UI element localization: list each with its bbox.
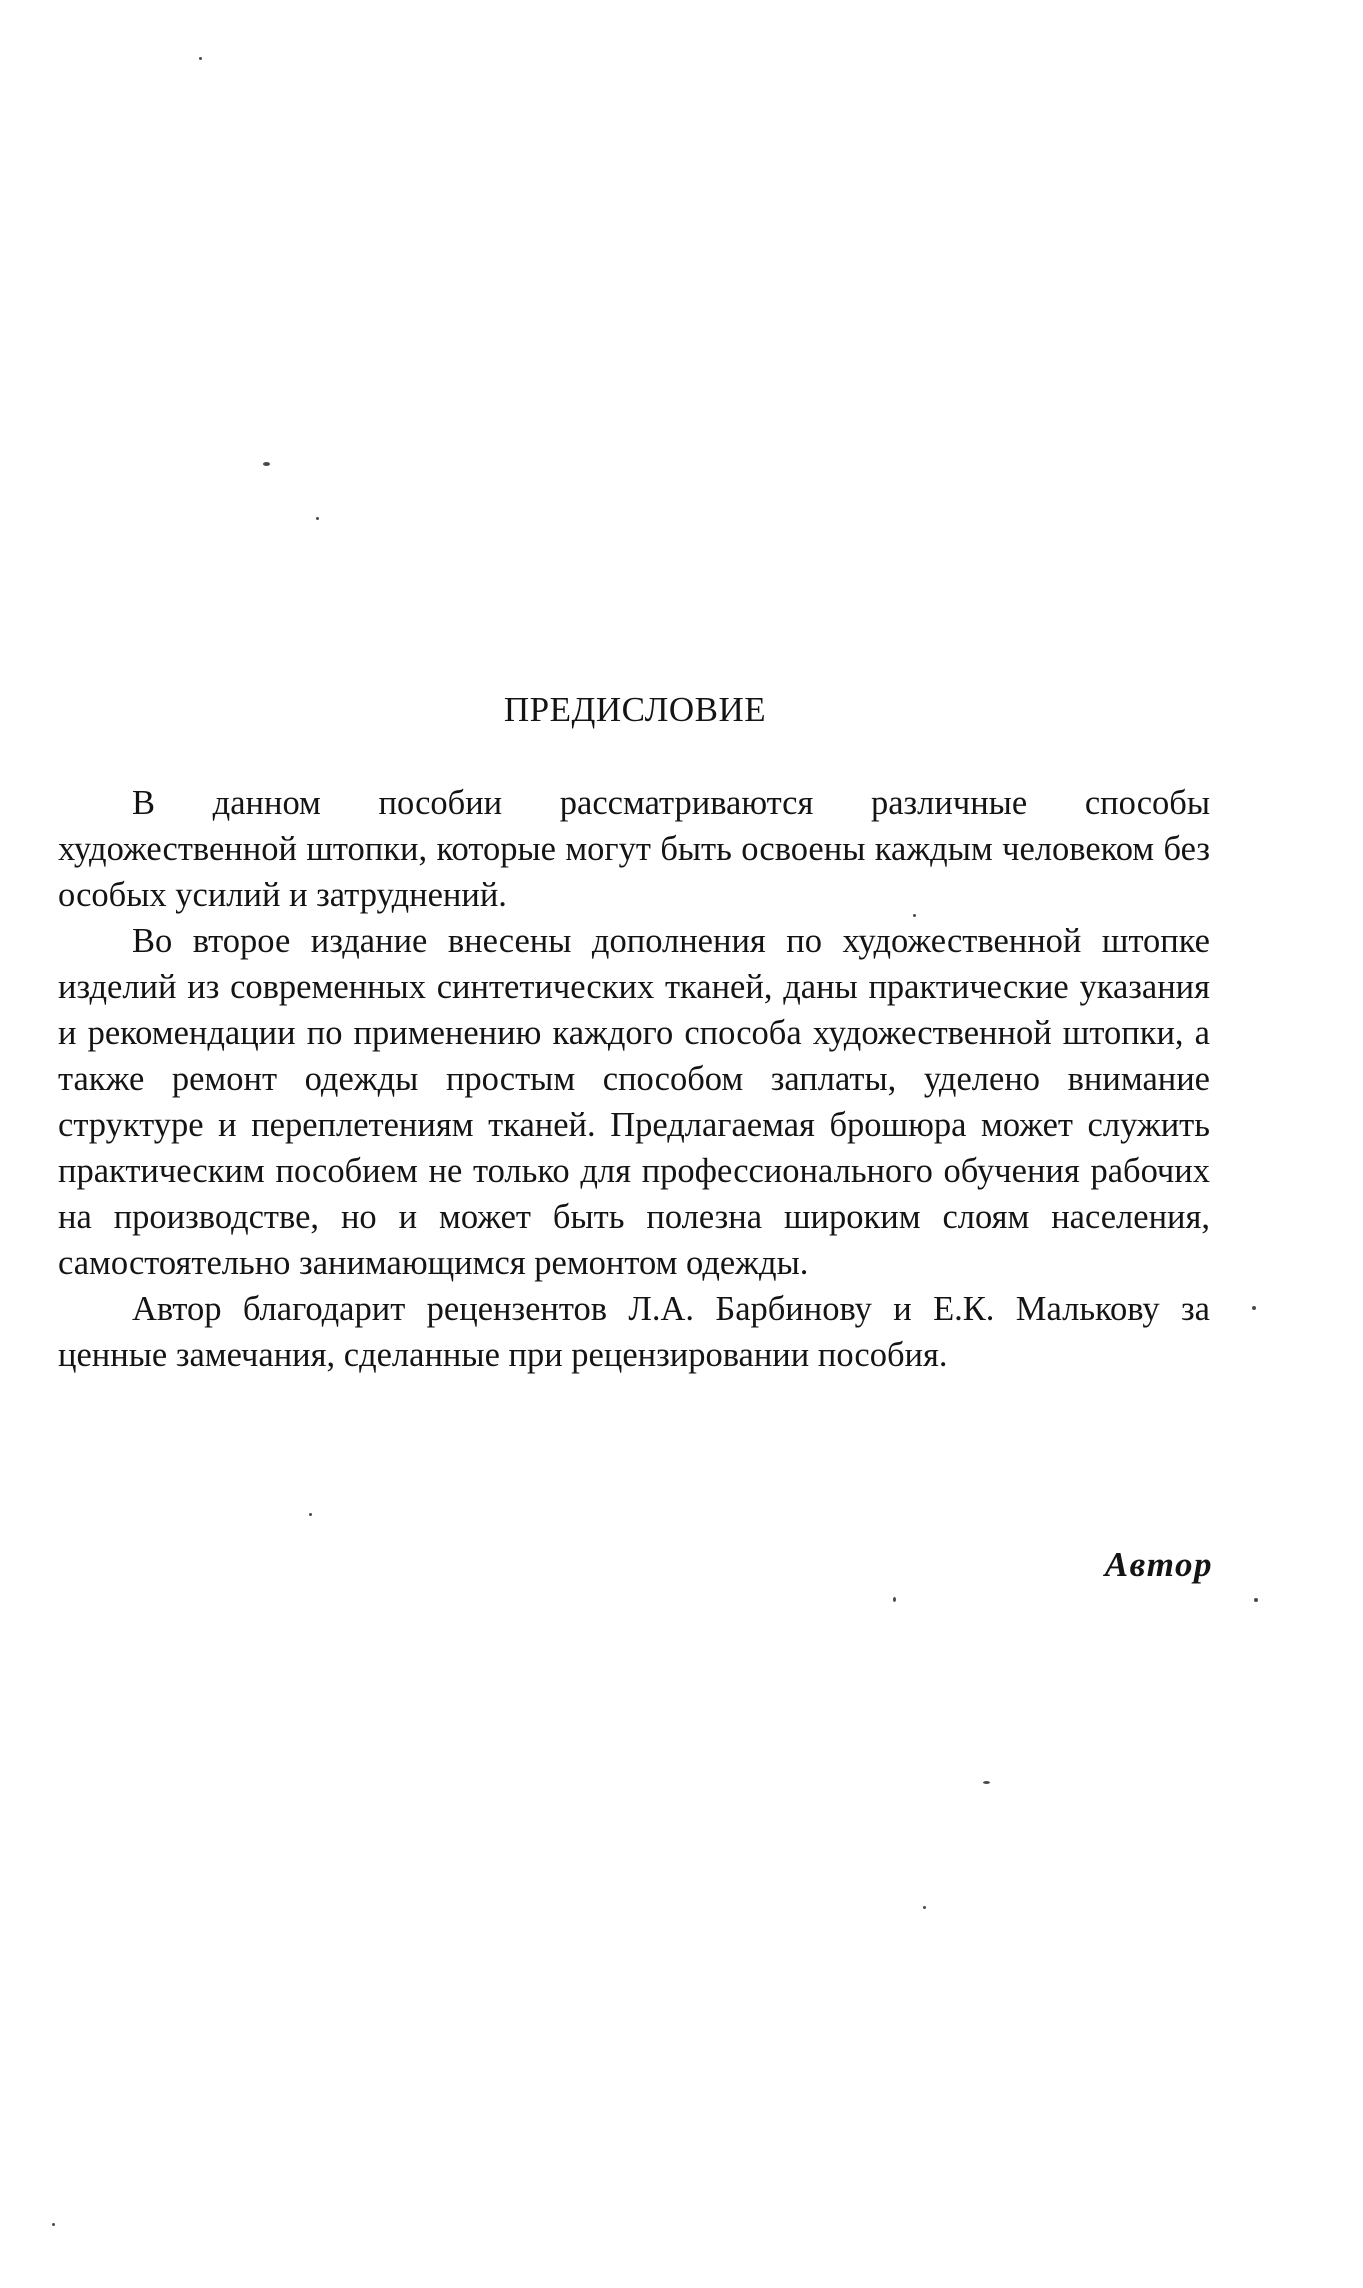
scan-speck <box>983 1781 990 1784</box>
scan-speck <box>1254 1598 1258 1602</box>
scan-speck <box>1252 1306 1256 1310</box>
author-signature: Автор <box>1104 1545 1213 1584</box>
scan-speck <box>52 2223 55 2226</box>
scan-speck <box>199 57 202 60</box>
paragraph-2: Во второе издание внесены дополнения по художественной штопке изделий из современных синтетических тканей, даны практические указания и рекомендации по применению каждого способа художественной штопки, а также ремонт одежды простым способом заплаты, уделено внимание структуре и переплетениям тканей. Предлагаемая брошюра может служить практическим пособием не только для профессионального обучения рабочих на производстве, но и может быть полезна широким слоям населения, самостоятельно занимающимся ремонтом одежды. <box>58 922 1210 1282</box>
scan-speck <box>893 1597 896 1602</box>
page-title: ПРЕДИСЛОВИЕ <box>503 690 767 729</box>
scan-speck <box>263 462 270 466</box>
scan-speck <box>316 517 319 520</box>
paragraph-1: В данном пособии рассматриваются различные способы художественной штопки, которые могут быть освоены каждым человеком без особых усилий и затруднений. <box>58 784 1210 914</box>
preface-body <box>58 780 1210 1378</box>
paragraph-3: Автор благодарит рецензентов Л.А. Барбинову и Е.К. Малькову за ценные замечания, сделанные при рецензировании пособия. <box>58 1290 1210 1374</box>
scan-speck <box>923 1906 926 1909</box>
scan-speck <box>309 1513 312 1516</box>
